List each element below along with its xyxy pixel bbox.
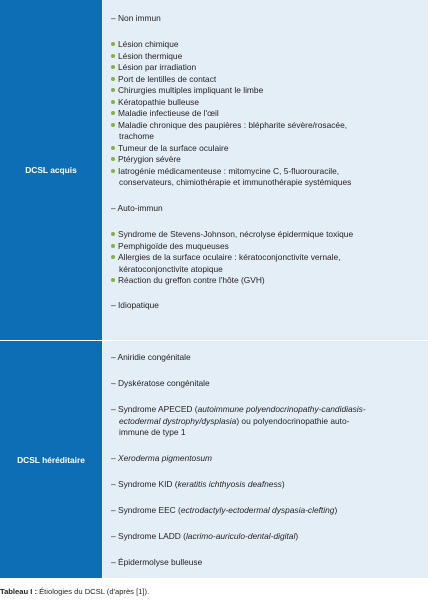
list-item: Port de lentilles de contact [111, 74, 216, 85]
list-item: Lésion thermique [111, 51, 182, 62]
bullet-icon [111, 42, 115, 46]
bullet-icon [111, 88, 115, 92]
bullet-icon [111, 146, 115, 150]
bullet-icon [111, 232, 115, 236]
list-item-continuation: immune de type 1 [119, 427, 186, 437]
list-item: Ptérygion sévère [111, 154, 181, 165]
bullet-icon [111, 157, 115, 161]
list-item-eec: – Syndrome EEC (ectrodactyly-ectodermal dyspasia-clefting) [111, 505, 338, 515]
row-label-acquis: DCSL acquis [25, 165, 77, 175]
bullet-icon [111, 255, 115, 259]
category-heading-idiopathique: – Idiopatique [111, 300, 159, 310]
list-item-epidermolyse: – Épidermolyse bulleuse [111, 557, 203, 567]
list-item-xeroderma: – Xeroderma pigmentosum [111, 453, 213, 463]
list-item: Maladie chronique des paupières : blépharite sévère/rosacée, [111, 120, 347, 131]
bullet-icon [111, 77, 115, 81]
label-cell-acquis [0, 0, 102, 340]
list-item-apeced: – Syndrome APECED (autoimmune polyendocrinopathy-candidiasis- [111, 404, 366, 414]
row-dcsl-hereditaire [0, 341, 428, 578]
list-item-aniridie: – Aniridie congénitale [111, 352, 191, 362]
content-cell-acquis [103, 0, 428, 340]
bullet-icon [111, 100, 115, 104]
content-cell-hereditaire [103, 341, 428, 578]
bullet-icon [111, 111, 115, 115]
list-item: Allergies de la surface oculaire : kératoconjonctivite vernale, [111, 252, 341, 263]
list-item: Kératopathie bulleuse [111, 97, 199, 108]
category-heading-auto-immun: – Auto-immun [111, 203, 163, 213]
category-heading-non-immun: – Non immun [111, 13, 161, 23]
list-item-kid: – Syndrome KID (keratitis ichthyosis deafness) [111, 479, 285, 489]
list-item: Tumeur de la surface oculaire [111, 143, 228, 154]
bullet-icon [111, 169, 115, 173]
list-item: Iatrogénie médicamenteuse : mitomycine C, 5-fluorouracile, [111, 166, 339, 177]
list-item: Lésion chimique [111, 39, 179, 50]
list-item-continuation: trachome [119, 131, 154, 141]
bullet-icon [111, 54, 115, 58]
caption-text: Étiologies du DCSL (d'après [1]). [37, 587, 150, 596]
list-item-continuation: ectodermal dystrophy/dysplasia) ou polyendocrinopathie auto- [119, 415, 350, 426]
table-caption [0, 587, 149, 597]
list-item: Chirurgies multiples impliquant le limbe [111, 85, 263, 96]
list-item: Lésion par irradiation [111, 62, 196, 73]
caption-label: Tableau I : [0, 587, 37, 596]
row-label-hereditaire: DCSL héréditaire [17, 454, 85, 465]
list-item: Pemphigoïde des muqueuses [111, 241, 229, 252]
label-cell-hereditaire [0, 341, 102, 578]
bullet-icon [111, 244, 115, 248]
list-item: Syndrome de Stevens-Johnson, nécrolyse épidermique toxique [111, 229, 353, 240]
list-item: Réaction du greffon contre l'hôte (GVH) [111, 275, 265, 286]
bullet-icon [111, 65, 115, 69]
bullet-icon [111, 278, 115, 282]
list-item-continuation: kératoconjonctivite atopique [119, 263, 223, 274]
list-item: Maladie infectieuse de l'œil [111, 108, 219, 119]
list-item-dyskeratose: – Dyskératose congénitale [111, 378, 210, 388]
bullet-icon [111, 123, 115, 127]
list-item-ladd: – Syndrome LADD (lacrimo-auriculo-dental-digital) [111, 531, 299, 541]
list-item-continuation: conservateurs, chimiothérapie et immunothérapie systémiques [119, 177, 352, 187]
